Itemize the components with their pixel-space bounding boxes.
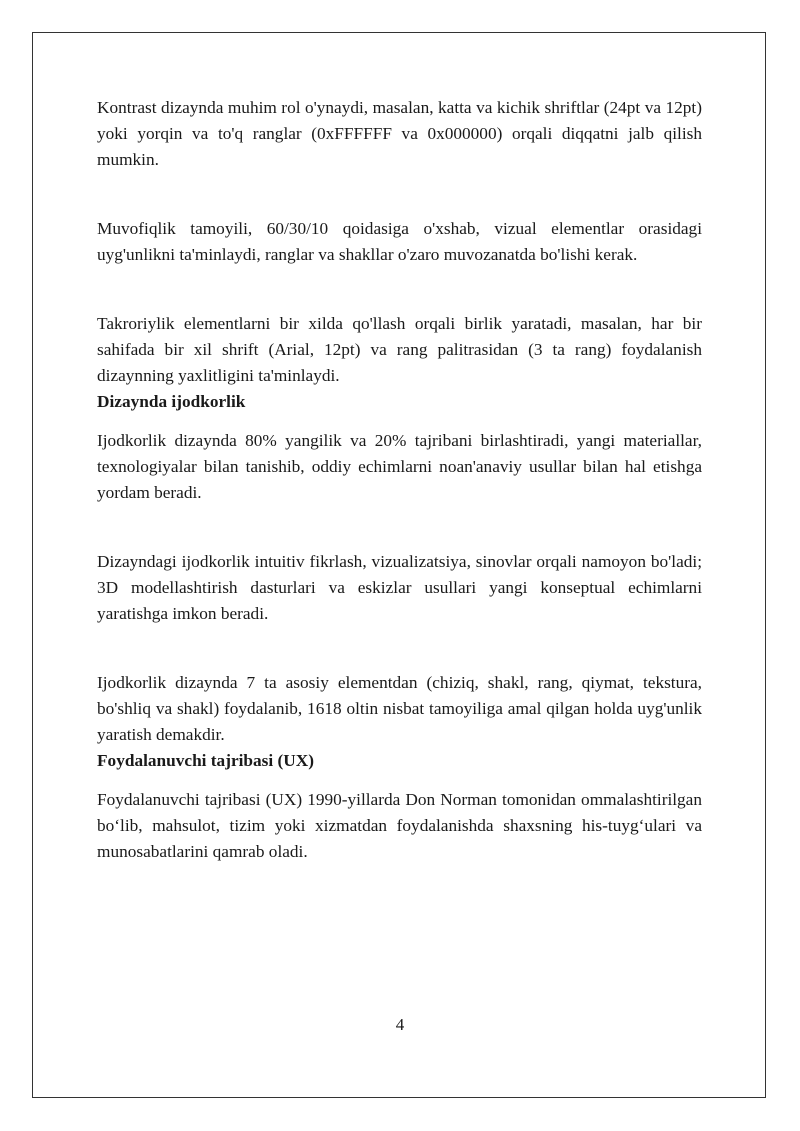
section-heading-ux: Foydalanuvchi tajribasi (UX) bbox=[97, 751, 314, 770]
paragraph-creativity-1: Ijodkorlik dizaynda 80% yangilik va 20% tajribani birlashtiradi, yangi materiallar, texnologiyalar bilan tanishib, oddiy echimlarni noan'anaviy usullar bilan hal etishga yordam beradi. bbox=[97, 431, 702, 502]
paragraph-creativity-2: Dizayndagi ijodkorlik intuitiv fikrlash, vizualizatsiya, sinovlar orqali namoyon bo'ladi; 3D modellashtirish dasturlari va eskizlar usullari yangi konseptual echimlarni yaratishga imkon beradi. bbox=[97, 552, 702, 623]
paragraph-ux-1: Foydalanuvchi tajribasi (UX) 1990-yillarda Don Norman tomonidan ommalashtirilgan bo‘lib, mahsulot, tizim yoki xizmatdan foydalanishda shaxsning his-tuyg‘ulari va munosabatlarini qamrab oladi. bbox=[97, 790, 702, 861]
paragraph-harmony: Muvofiqlik tamoyili, 60/30/10 qoidasiga o'xshab, vizual elementlar orasidagi uyg'unlikni ta'minlaydi, ranglar va shakllar o'zaro muvozanatda bo'lishi kerak. bbox=[97, 219, 702, 264]
page-number: 4 bbox=[395, 1015, 405, 1034]
paragraph-creativity-3: Ijodkorlik dizaynda 7 ta asosiy elementdan (chiziq, shakl, rang, qiymat, tekstura, bo'shliq va shakl) foydalanib, 1618 oltin nisbat tamoyiliga amal qilgan holda uyg'unlik yaratish demakdir. bbox=[97, 673, 702, 744]
section-heading-creativity: Dizaynda ijodkorlik bbox=[97, 392, 246, 411]
page-content bbox=[97, 95, 702, 865]
paragraph-contrast: Kontrast dizaynda muhim rol o'ynaydi, masalan, katta va kichik shriftlar (24pt va 12pt) yoki yorqin va to'q ranglar (0xFFFFFF va 0x000000) orqali diqqatni jalb qilish mumkin. bbox=[97, 98, 702, 169]
paragraph-repetition: Takroriylik elementlarni bir xilda qo'llash orqali birlik yaratadi, masalan, har bir sahifada bir xil shrift (Arial, 12pt) va rang palitrasidan (3 ta rang) foydalanish dizaynning yaxlitligini ta'minlaydi. bbox=[97, 314, 702, 385]
